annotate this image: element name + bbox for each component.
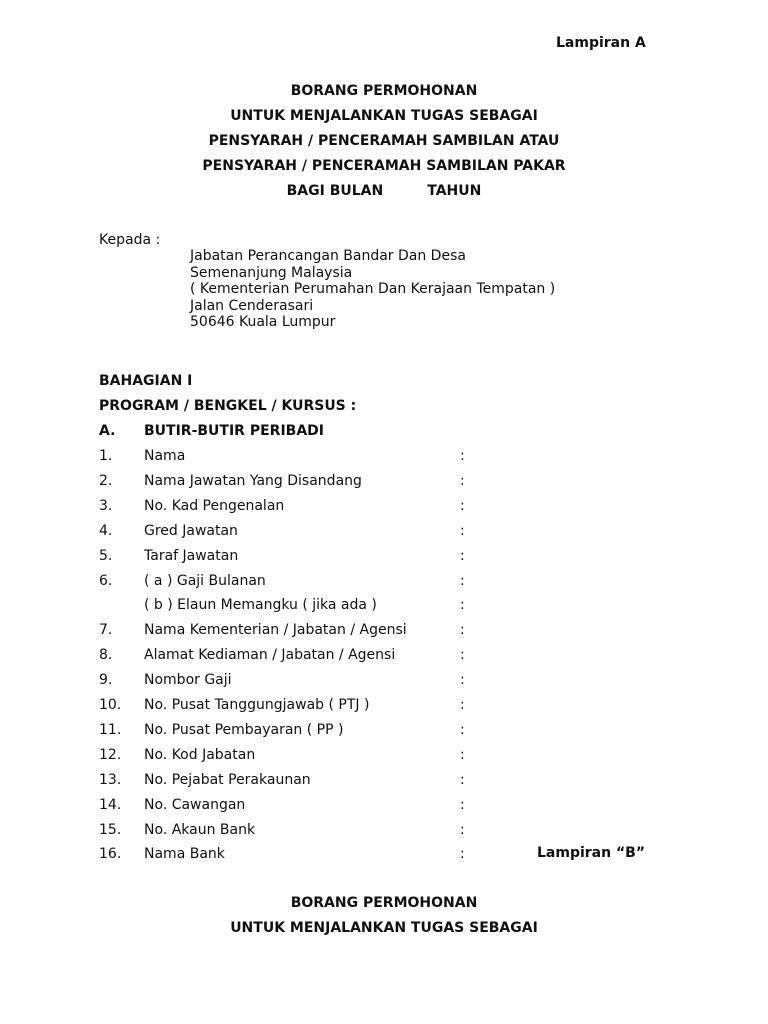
- section-title: BUTIR-BUTIR PERIBADI: [144, 423, 324, 439]
- address-line: Jabatan Perancangan Bandar Dan Desa: [190, 248, 466, 264]
- field-label: No. Cawangan: [144, 797, 246, 813]
- field-number: 6.: [99, 573, 113, 589]
- field-number: 4.: [99, 523, 113, 539]
- field-number: 12.: [99, 747, 122, 763]
- field-label: Taraf Jawatan: [144, 548, 239, 564]
- recipient-address: [190, 248, 555, 331]
- field-number: 14.: [99, 797, 122, 813]
- field-label: No. Akaun Bank: [144, 822, 256, 838]
- bahagian-title: BAHAGIAN I: [99, 373, 193, 389]
- field-label: No. Pusat Pembayaran ( PP ): [144, 722, 344, 738]
- field-number: 15.: [99, 822, 122, 838]
- form-field-row: [0, 697, 768, 717]
- address-line: Semenanjung Malaysia: [190, 264, 353, 281]
- program-heading: PROGRAM / BENGKEL / KURSUS :: [99, 398, 357, 414]
- second-title-line-2: UNTUK MENJALANKAN TUGAS SEBAGAI: [230, 920, 538, 936]
- field-colon: :: [460, 597, 465, 613]
- field-number: 16.: [99, 846, 122, 862]
- bulan-label: BAGI BULAN: [286, 183, 384, 199]
- field-colon: :: [460, 448, 465, 464]
- form-title-line-2: UNTUK MENJALANKAN TUGAS SEBAGAI: [230, 108, 538, 124]
- field-colon: :: [460, 523, 465, 539]
- form-field-row: [0, 797, 768, 817]
- field-colon: :: [460, 573, 465, 589]
- field-colon: :: [460, 473, 465, 489]
- kepada-label: Kepada :: [99, 232, 161, 248]
- form-field-row: [0, 747, 768, 767]
- address-line: 50646 Kuala Lumpur: [190, 314, 336, 330]
- form-field-row: [0, 448, 768, 468]
- field-number: 11.: [99, 722, 122, 738]
- field-number: 9.: [99, 672, 113, 688]
- field-number: 3.: [99, 498, 113, 514]
- form-title-line-4: PENSYARAH / PENCERAMAH SAMBILAN PAKAR: [202, 158, 566, 174]
- field-colon: :: [460, 722, 465, 738]
- form-field-row: [0, 473, 768, 493]
- field-label: No. Pusat Tanggungjawab ( PTJ ): [144, 697, 370, 713]
- field-colon: :: [460, 747, 465, 763]
- field-label: Nombor Gaji: [144, 672, 232, 688]
- field-label: Nama Bank: [144, 846, 225, 862]
- form-field-row: [0, 622, 768, 642]
- address-line: ( Kementerian Perumahan Dan Kerajaan Tempatan ): [190, 281, 556, 297]
- form-field-row: [0, 597, 768, 617]
- field-colon: :: [460, 797, 465, 813]
- form-field-row: [0, 548, 768, 568]
- field-number: 5.: [99, 548, 113, 564]
- field-colon: :: [460, 647, 465, 663]
- form-field-row: [0, 647, 768, 667]
- field-colon: :: [460, 498, 465, 514]
- field-colon: :: [460, 846, 465, 862]
- field-number: 1.: [99, 448, 113, 464]
- field-label: Nama: [144, 448, 186, 464]
- address-line: Jalan Cenderasari: [190, 297, 314, 314]
- lampiran-b-label: Lampiran “B”: [537, 845, 646, 861]
- field-number: 8.: [99, 647, 113, 663]
- form-field-row: [0, 523, 768, 543]
- field-label: ( a ) Gaji Bulanan: [144, 573, 266, 589]
- field-label: No. Kod Jabatan: [144, 747, 256, 763]
- form-field-row: [0, 846, 768, 866]
- field-label: Nama Kementerian / Jabatan / Agensi: [144, 622, 407, 638]
- lampiran-a-label: Lampiran A: [556, 35, 646, 51]
- form-field-row: [0, 822, 768, 842]
- form-field-row: [0, 722, 768, 742]
- form-field-row: [0, 498, 768, 518]
- field-number: 13.: [99, 772, 122, 788]
- field-label: No. Kad Pengenalan: [144, 498, 285, 514]
- field-label: Gred Jawatan: [144, 523, 238, 539]
- field-label: ( b ) Elaun Memangku ( jika ada ): [144, 597, 377, 613]
- form-field-row: [0, 772, 768, 792]
- field-number: 2.: [99, 473, 113, 489]
- field-label: Alamat Kediaman / Jabatan / Agensi: [144, 647, 396, 663]
- field-colon: :: [460, 548, 465, 564]
- tahun-label: TAHUN: [427, 183, 482, 199]
- field-colon: :: [460, 697, 465, 713]
- field-colon: :: [460, 622, 465, 638]
- second-title-line-1: BORANG PERMOHONAN: [290, 895, 478, 911]
- form-field-row: [0, 573, 768, 593]
- form-title-bulan-tahun: [0, 183, 768, 199]
- field-colon: :: [460, 672, 465, 688]
- field-number: 10.: [99, 697, 122, 713]
- field-colon: :: [460, 772, 465, 788]
- field-label: No. Pejabat Perakaunan: [144, 772, 311, 788]
- section-letter: A.: [99, 423, 116, 439]
- form-title-line-3: PENSYARAH / PENCERAMAH SAMBILAN ATAU: [208, 133, 560, 149]
- field-label: Nama Jawatan Yang Disandang: [144, 473, 362, 489]
- field-number: 7.: [99, 622, 113, 638]
- form-title-line-1: BORANG PERMOHONAN: [290, 83, 478, 99]
- form-field-row: [0, 672, 768, 692]
- field-colon: :: [460, 822, 465, 838]
